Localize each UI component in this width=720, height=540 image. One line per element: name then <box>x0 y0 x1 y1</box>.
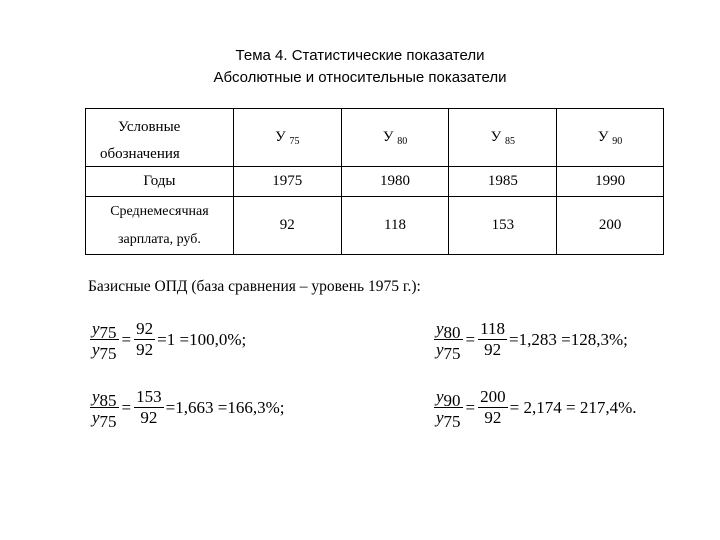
symbol-sub: 90 <box>612 136 623 147</box>
symbol-cell: У $_{90}$ <box>557 109 664 167</box>
value-fraction: $\frac{118}{92}$ <box>480 319 506 359</box>
year-cell: 1975 <box>233 167 341 197</box>
value-fraction: $\frac{92}{92}$ <box>136 319 154 359</box>
year-cell: 1985 <box>449 167 557 197</box>
ratio-fraction: $\frac{y85}{y75}$ <box>92 387 117 431</box>
formula-y90: $\frac{y90}{y75}$ = $\frac{200}{92}$ = 2,174 = 217,4%. <box>436 387 637 431</box>
year-cell: 1990 <box>557 167 664 197</box>
formula-result: = 2,174 = 217,4%. <box>509 397 637 417</box>
table-row-symbols <box>86 109 664 167</box>
header-label-line1: Условные <box>118 119 181 135</box>
ratio-fraction: $\frac{y80}{y75}$ <box>436 319 461 363</box>
formula-y75: $\frac{y75}{y75}$ = $\frac{92}{92}$ =1 =100,0%; <box>92 319 247 363</box>
table-row-years <box>86 167 664 197</box>
year-cell: 1980 <box>341 167 449 197</box>
row-label-years: Годы <box>86 167 234 197</box>
salary-cell: 92 <box>233 197 341 255</box>
salary-cell: 200 <box>557 197 664 255</box>
row-label-salary: Среднемесячная зарплата, руб. <box>86 197 234 255</box>
value-fraction: $\frac{200}{92}$ <box>480 387 506 427</box>
formula-result: =1,663 =166,3%; <box>165 397 285 417</box>
salary-table <box>85 108 664 255</box>
slide-subtitle: Абсолютные и относительные показатели <box>213 69 507 86</box>
header-label-line2: обозначения <box>100 146 180 162</box>
formula-result: =1,283 =128,3%; <box>509 329 628 349</box>
formula-y80: $\frac{y80}{y75}$ = $\frac{118}{92}$ =1,283 =128,3%; <box>436 319 628 363</box>
symbol-cell: У $_{85}$ <box>449 109 557 167</box>
symbol-cell: У $_{75}$ <box>233 109 341 167</box>
value-fraction: $\frac{153}{92}$ <box>136 387 162 427</box>
salary-cell: 153 <box>449 197 557 255</box>
header-label-cell <box>86 109 234 167</box>
formula-result: =1 =100,0%; <box>157 329 247 349</box>
table-row-salary <box>86 197 664 255</box>
basis-caption: Базисные ОПД (база сравнения – уровень 1975 г.): <box>88 278 421 295</box>
symbol-sub: 85 <box>505 136 515 147</box>
symbol-cell: У $_{80}$ <box>341 109 449 167</box>
symbol-sub: 80 <box>397 136 408 147</box>
salary-cell: 118 <box>341 197 449 255</box>
ratio-fraction: $\frac{y90}{y75}$ <box>436 387 461 431</box>
slide-title: Тема 4. Статистические показатели <box>235 47 485 64</box>
formula-y85: $\frac{y85}{y75}$ = $\frac{153}{92}$ =1,663 =166,3%; <box>92 387 285 431</box>
ratio-fraction: $\frac{y75}{y75}$ <box>92 319 117 363</box>
symbol-sub: 75 <box>289 136 300 147</box>
